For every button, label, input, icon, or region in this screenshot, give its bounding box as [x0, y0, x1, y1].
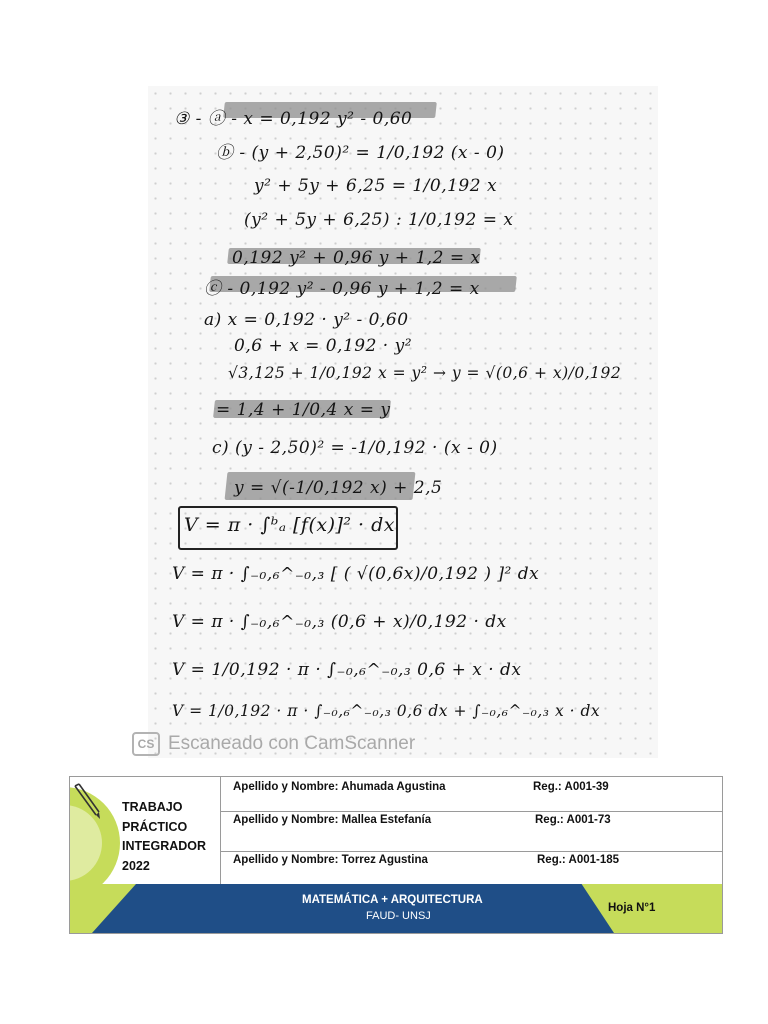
math-line: V = 1/0,192 · π · ∫₋₀,₆^₋₀,₃ 0,6 dx + ∫₋₀,₆^₋₀,₃ x · dx	[172, 702, 601, 720]
math-line: ⓒ - 0,192 y² - 0,96 y + 1,2 = x	[204, 279, 480, 299]
course-name: MATEMÁTICA + ARQUITECTURA	[302, 894, 483, 906]
student-reg: Reg.: A001-73	[535, 814, 611, 826]
student-name: Apellido y Nombre: Ahumada Agustina	[233, 781, 446, 793]
pencil-icon	[72, 783, 102, 821]
math-line: V = π · ∫₋₀,₆^₋₀,₃ (0,6 + x)/0,192 · dx	[172, 612, 507, 632]
student-row	[220, 852, 723, 883]
student-row	[220, 812, 723, 852]
math-line: = 1,4 + 1/0,4 x = y	[216, 400, 391, 420]
course-banner	[70, 884, 722, 933]
math-line: a) x = 0,192 · y² - 0,60	[204, 310, 409, 330]
math-line: c) (y - 2,50)² = -1/0,192 · (x - 0)	[212, 438, 498, 458]
math-line: ⓑ - (y + 2,50)² = 1/0,192 (x - 0)	[216, 143, 505, 163]
math-line: ③ - ⓐ - x = 0,192 y² - 0,60	[174, 109, 413, 129]
math-line: V = π · ∫ᵇₐ [f(x)]² · dx	[184, 514, 396, 536]
sheet-number: Hoja N°1	[608, 902, 656, 914]
math-line: 0,6 + x = 0,192 · y²	[234, 336, 413, 356]
student-reg: Reg.: A001-39	[533, 781, 609, 793]
student-row	[220, 777, 723, 812]
faculty-name: FAUD- UNSJ	[366, 910, 431, 922]
watermark-text: Escaneado con CamScanner	[168, 733, 416, 754]
math-line: 0,192 y² + 0,96 y + 1,2 = x	[232, 248, 481, 268]
camscanner-watermark	[132, 732, 415, 756]
student-reg: Reg.: A001-185	[537, 854, 620, 866]
camscanner-logo: CS	[132, 732, 160, 756]
math-line: y = √(-1/0,192 x) + 2,5	[234, 478, 443, 498]
student-name: Apellido y Nombre: Torrez Agustina	[233, 854, 428, 866]
math-line: y² + 5y + 6,25 = 1/0,192 x	[254, 176, 498, 196]
math-line: V = π · ∫₋₀,₆^₋₀,₃ [ ( √(0,6x)/0,192 ) ]² dx	[172, 564, 540, 584]
banner-accent-left	[70, 884, 180, 933]
document-footer	[69, 776, 723, 934]
project-title: TRABAJO PRÁCTICO INTEGRADOR 2022	[122, 800, 207, 873]
math-line: (y² + 5y + 6,25) : 1/0,192 = x	[244, 210, 514, 230]
math-line: √3,125 + 1/0,192 x = y² → y = √(0,6 + x)/0,192	[228, 364, 622, 382]
student-name: Apellido y Nombre: Mallea Estefanía	[233, 814, 432, 826]
project-title-cell	[70, 777, 221, 884]
math-line: V = 1/0,192 · π · ∫₋₀,₆^₋₀,₃ 0,6 + x · dx	[172, 660, 522, 680]
